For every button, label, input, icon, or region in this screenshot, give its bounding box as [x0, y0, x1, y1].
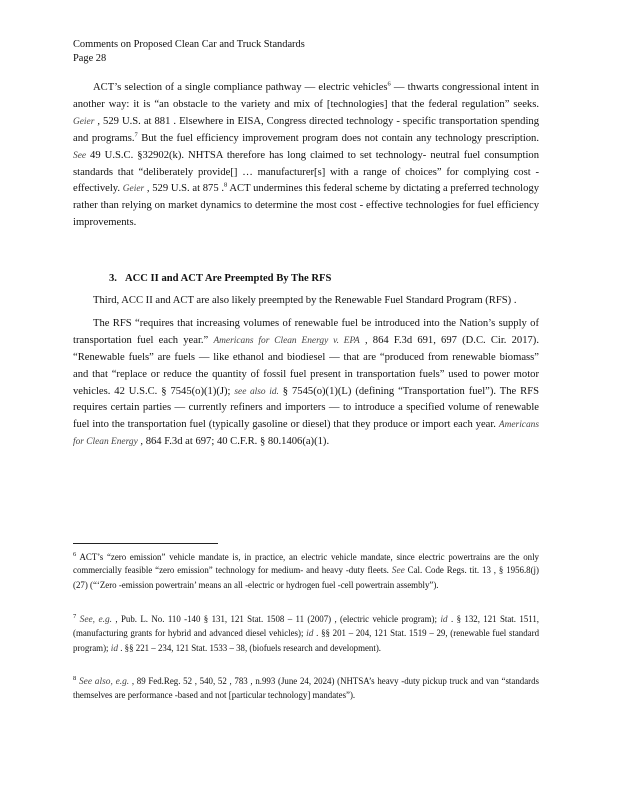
case-citation: Americans for Clean Energy	[73, 420, 539, 448]
footnote-7	[73, 613, 539, 656]
citation-signal: See also, e.g.	[78, 677, 130, 687]
citation-signal: See	[73, 150, 87, 161]
section-title: ACC II and ACT Are Preempted By The RFS	[124, 273, 332, 284]
footnote-6	[73, 551, 539, 592]
footnote-number: 8	[73, 675, 77, 683]
text-run: . §§ 221 – 234, 121 Stat. 1533 – 38, (biofuels research and development).	[118, 642, 382, 653]
text-run: , 864 F.3d at 697; 40 C.F.R. § 80.1406(a)(1).	[137, 436, 330, 448]
citation-signal: id	[110, 643, 119, 654]
body-section-1	[73, 80, 539, 232]
footnote-number: 6	[73, 551, 77, 559]
text-run: Cal. Code Regs. tit. 13 , § 1956.8(j)(27) (“‘Zero -emission powertrain’ means an all -electric or hydrogen fuel -cell powertrain assembly”).	[73, 565, 539, 590]
citation-signal: See, e.g.	[79, 615, 113, 625]
footnote-8	[73, 675, 539, 703]
text-run: , 89 Fed.Reg. 52 , 540, 52 , 783 , n.993 (June 24, 2024) (NHTSA’s heavy -duty pickup truck and van “standards themselves are performance -based and not [particular technology] mandates”).	[73, 676, 539, 701]
text-run: But the fuel efficiency improvement program does not contain any technology prescription.	[137, 132, 539, 144]
text-run: The RFS “requires that increasing volumes of renewable fuel be introduced into the Nation’s supply of transportation fuel each year.”	[73, 317, 539, 346]
text-run: — thwarts congressional intent in another way: it is “an obstacle to the variety and mix of [technologies] that the federal regulation” seeks.	[73, 82, 539, 110]
text-run: . § 132, 121 Stat. 1511, (manufacturing grants for hybrid and advanced diesel vehicles);	[73, 614, 540, 639]
text-run: ACT undermines this federal scheme by dictating a preferred technology rather than relying on market dynamics to determine the most cost - effective technologies for fuel efficiency improvements.	[73, 183, 539, 229]
footnote-ref-8[interactable]: 8	[224, 181, 228, 189]
text-run: § 7545(o)(1)(L) (defining “Transportation fuel”). The RFS requires certain parties — currently refiners and importers — to introduce a specified volume of renewable fuel into the transportation fuel (typically gasoline or diesel) that they produce or import each year.	[73, 385, 540, 431]
text-run: ACT’s “zero emission” vehicle mandate is, in practice, an electric vehicle mandate, since electric powertrains are the only commercially feasible “zero emission” technology for medium- and heavy -duty fleets.	[73, 552, 539, 576]
paragraph-act-selection	[73, 80, 539, 232]
running-header-title: Comments on Proposed Clean Car and Truck Standards	[73, 39, 305, 50]
section-number: 3.	[109, 273, 117, 284]
text-run: , 529 U.S. at 881 . Elsewhere in EISA, Congress directed technology - specific transportation spending and programs.	[73, 115, 539, 144]
citation-signal: see also id.	[234, 386, 279, 397]
footnote-divider	[73, 543, 218, 544]
footnote-ref-6[interactable]: 6	[387, 80, 391, 88]
footnote-number: 7	[73, 613, 77, 621]
citation-signal: id	[440, 615, 448, 625]
text-run: , 864 F.3d 691, 697 (D.C. Cir. 2017). “Renewable fuels” are fuels — like ethanol and biodiesel — that are “produced from renewable biomass” and that “replace or reduce the quantity of fossil fuel present in transportation fuels” used to power motor vehicles. 42 U.S.C. § 7545(o)(1)(J);	[73, 334, 539, 397]
paragraph-rfs-intro: Third, ACC II and ACT are also likely preempted by the Renewable Fuel Standard Program (RFS) .	[93, 295, 517, 306]
section-heading	[109, 271, 339, 287]
case-citation: Geier	[73, 116, 95, 127]
paragraph-rfs-detail	[73, 316, 539, 451]
citation-signal: id	[306, 629, 314, 640]
text-run: , Pub. L. No. 110 -140 § 131, 121 Stat. 1508 – 11 (2007) , (electric vehicle program);	[112, 614, 441, 624]
citation-signal: See	[391, 566, 405, 577]
text-run: 49 U.S.C. §32902(k). NHTSA therefore has long claimed to set technology- neutral fuel consumption standards that “deliberately provide[] … manufacturer[s] with a range of choices” for complying cost - effectively.	[73, 149, 539, 195]
text-run: ACT’s selection of a single compliance pathway — electric vehicles	[93, 82, 388, 93]
running-header-page: Page 28	[73, 53, 107, 64]
case-citation: Geier	[122, 184, 145, 195]
case-citation: Americans for Clean Energy v. EPA	[213, 335, 360, 346]
text-run: , 529 U.S. at 875 .	[144, 183, 225, 195]
text-run: . §§ 201 – 204, 121 Stat. 1519 – 29, (renewable fuel standard program);	[73, 628, 540, 653]
body-section-2	[73, 293, 539, 451]
footnote-ref-7[interactable]: 7	[134, 131, 138, 139]
